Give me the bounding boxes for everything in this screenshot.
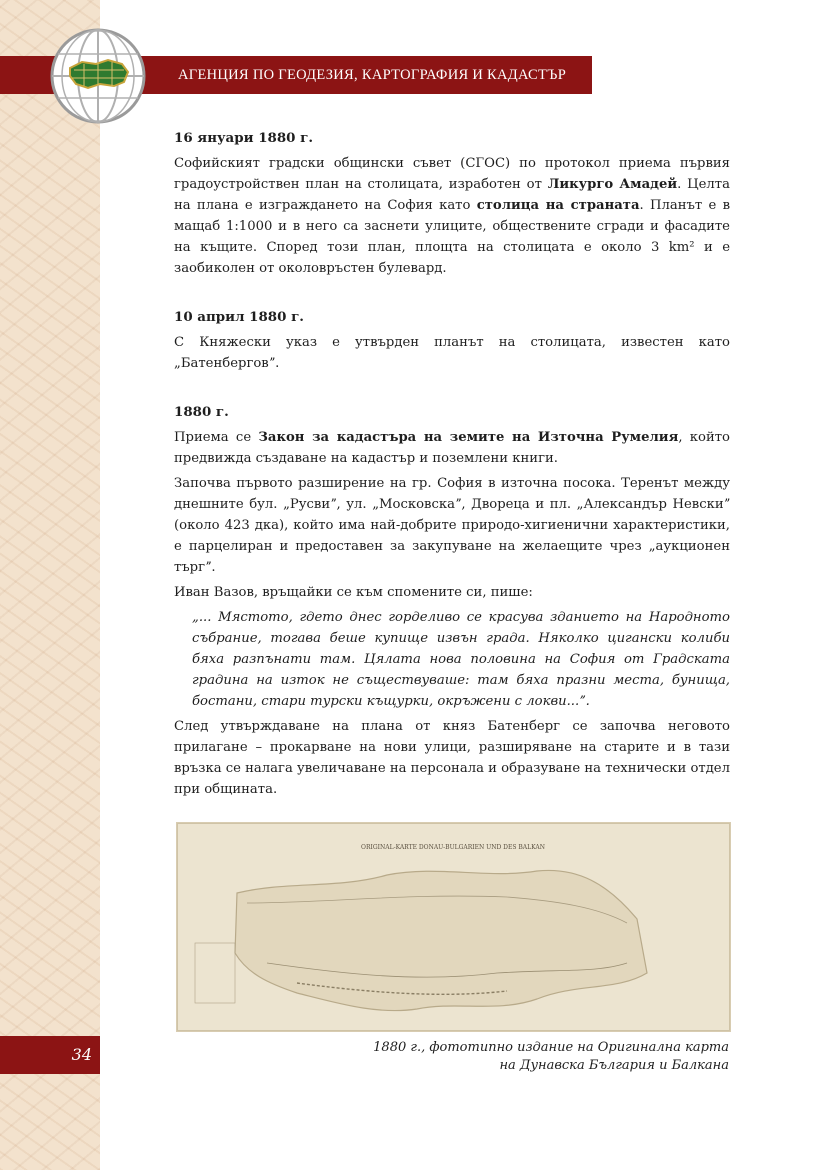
- text-run: Приема се: [174, 430, 259, 445]
- bold-phrase: столица на страната: [476, 198, 640, 213]
- vazov-quote: „... Мястото, гдето днес горделиво се красува зданието на Народното събрание, тогава беше купище извън града. Няколко цигански колиби бяха разпънати там. Цялата нова половина на София от Градската градина на изток не съществуваше: там бяха празни места, бунища, бостани, стари турски къщурки, окръжени с локви...ˮ.: [192, 610, 730, 709]
- agency-title: АГЕНЦИЯ ПО ГЕОДЕЗИЯ, КАРТОГРАФИЯ И КАДАСТЪР: [178, 67, 567, 83]
- globe-map-logo-icon: [48, 26, 148, 126]
- text-run: , който предвижда създаване на кадастър и поземлени книги.: [174, 430, 731, 466]
- paragraph: [174, 427, 730, 469]
- bold-name: Ликурго Амадей: [547, 177, 678, 192]
- paragraph: [174, 153, 730, 279]
- text-run: Софийският градски общински съвет (СГОС) по протокол приема първия градоустройствен план на столицата, изработен от: [174, 156, 730, 192]
- text-run: . Целта на плана е изграждането на София като: [174, 177, 730, 213]
- caption-line: на Дунавска България и Балкана: [499, 1058, 729, 1073]
- section-date: 1880 г.: [174, 404, 229, 420]
- paragraph: С Княжески указ е утвърден планът на столицата, известен като „Батенберговˮ.: [174, 335, 730, 371]
- bold-law-title: Закон за кадастъра на земите на Източна Румелия: [258, 430, 679, 445]
- page-number: 34: [71, 1045, 92, 1064]
- paragraph: Започва първото разширение на гр. София в източна посока. Теренът между днешните бул. „Русвиˮ, ул. „Московскаˮ, Двореца и пл. „Александър Невскиˮ (около 423 дка), който има най-добрите природо-хигиенични характеристики, е парцелиран и предоставен за закупуване на желаещите чрез „аукционен търгˮ.: [174, 476, 730, 575]
- map-title: ORIGINAL-KARTE DONAU-BULGARIEN UND DES BALKAN: [361, 844, 545, 851]
- text-run: . Планът е в мащаб 1:1000 и в него са заснети улиците, обществените сгради и фасадите на къщите. Според този план, площта на столицата е около 3 km² и е заобиколен от околовръстен булевард.: [174, 198, 730, 276]
- main-content: [174, 128, 730, 804]
- paragraph: Иван Вазов, връщайки се към спомените си, пише:: [174, 585, 533, 600]
- caption-line: 1880 г., фототипно издание на Оригинална карта: [373, 1040, 729, 1055]
- section-date: 10 април 1880 г.: [174, 309, 304, 325]
- decorative-side-panel: [0, 0, 100, 1170]
- paragraph: След утвърждаване на плана от княз Батенберг се започва неговото прилагане – прокарване на нови улици, разширяване на старите и в тази връзка се налага увеличаване на персонала и образуване на технически отдел при общината.: [174, 719, 730, 797]
- section-date: 16 януари 1880 г.: [174, 130, 313, 146]
- historical-map-image: [176, 822, 731, 1032]
- figure-caption: [269, 1039, 729, 1075]
